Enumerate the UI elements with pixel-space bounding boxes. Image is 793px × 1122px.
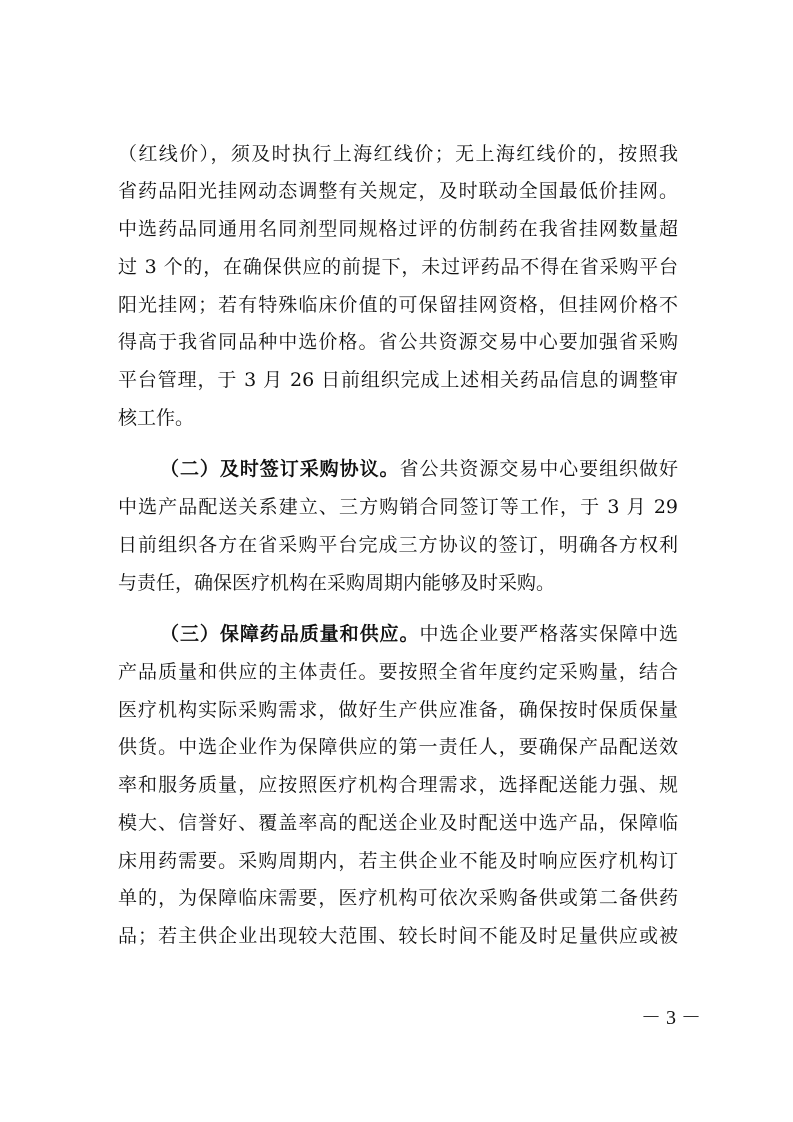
paragraph-line: 床用药需要。采购周期内，若主供企业不能及时响应医疗机构订 xyxy=(118,850,678,872)
section-3-text: 中选企业要严格落实保障中选 xyxy=(419,623,678,645)
paragraph-line: 单的，为保障临床需要，医疗机构可依次采购备供或第二备供药 xyxy=(118,887,678,909)
paragraph-line: 日前组织各方在省采购平台完成三方协议的签订，明确各方权利 xyxy=(118,534,678,556)
page-number: － 3 － xyxy=(641,1007,701,1029)
section-2-first-line xyxy=(160,456,678,483)
paragraph-line: 中选药品同通用名同剂型同规格过评的仿制药在我省挂网数量超 xyxy=(118,218,678,240)
paragraph-line: 阳光挂网；若有特殊临床价值的可保留挂网资格，但挂网价格不 xyxy=(118,294,678,316)
paragraph-line: （红线价），须及时执行上海红线价；无上海红线价的，按照我 xyxy=(118,143,678,165)
paragraph-line: 核工作。 xyxy=(118,407,195,429)
paragraph-line: 模大、信誉好、覆盖率高的配送企业及时配送中选产品，保障临 xyxy=(118,812,678,834)
paragraph-line: 与责任，确保医疗机构在采购周期内能够及时采购。 xyxy=(118,572,556,594)
paragraph-line: 过 3 个的，在确保供应的前提下，未过评药品不得在省采购平台 xyxy=(118,256,678,278)
paragraph-line: 品；若主供企业出现较大范围、较长时间不能及时足量供应或被 xyxy=(118,925,678,947)
section-3-heading: （三）保障药品质量和供应。 xyxy=(160,623,420,645)
paragraph-line: 得高于我省同品种中选价格。省公共资源交易中心要加强省采购 xyxy=(118,331,678,353)
paragraph-line: 率和服务质量，应按照医疗机构合理需求，选择配送能力强、规 xyxy=(118,774,678,796)
paragraph-line: 供货。中选企业作为保障供应的第一责任人，要确保产品配送效 xyxy=(118,736,678,758)
paragraph-line: 产品质量和供应的主体责任。要按照全省年度约定采购量，结合 xyxy=(118,661,678,683)
section-2-text: 省公共资源交易中心要组织做好 xyxy=(399,458,678,480)
paragraph-line: 医疗机构实际采购需求，做好生产供应准备，确保按时保质保量 xyxy=(118,699,678,721)
section-2-heading: （二）及时签订采购协议。 xyxy=(160,458,400,480)
paragraph-line: 平台管理，于 3 月 26 日前组织完成上述相关药品信息的调整审 xyxy=(118,369,678,391)
paragraph-line: 省药品阳光挂网动态调整有关规定，及时联动全国最低价挂网。 xyxy=(118,180,678,202)
paragraph-line: 中选产品配送关系建立、三方购销合同签订等工作，于 3 月 29 xyxy=(118,496,678,518)
section-3-first-line xyxy=(160,621,678,648)
